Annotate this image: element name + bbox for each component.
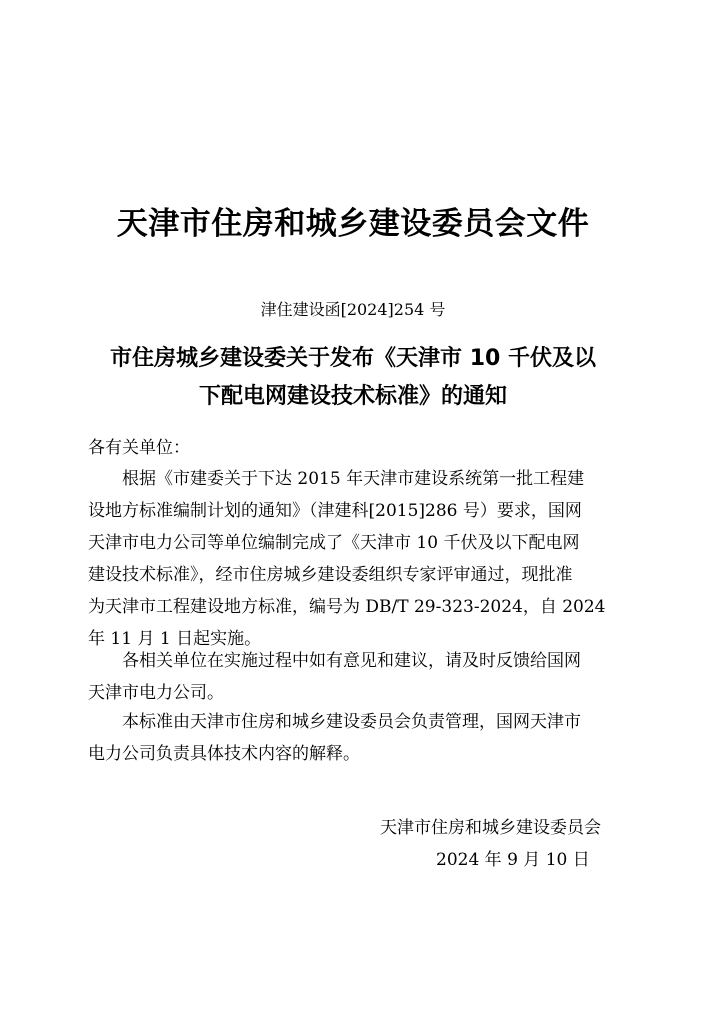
notice-title xyxy=(60,340,646,416)
body-paragraph xyxy=(88,463,622,655)
notice-title-line: 下配电网建设技术标准》的通知 xyxy=(198,384,507,409)
body-paragraph xyxy=(88,706,622,770)
document-number: 津住建设函[2024]254 号 xyxy=(260,300,446,319)
paragraph-line: 天津市电力公司等单位编制完成了《天津市 10 千伏及以下配电网 xyxy=(88,533,580,553)
notice-title-line: 市住房城乡建设委关于发布《天津市 10 千伏及以 xyxy=(110,346,596,371)
body-paragraph xyxy=(88,645,622,709)
paragraph-line: 根据《市建委关于下达 2015 年天津市建设系统第一批工程建 xyxy=(122,469,585,489)
salutation: 各有关单位： xyxy=(88,438,190,458)
paragraph-line: 建设技术标准》，经市住房城乡建设委组织专家评审通过，现批准 xyxy=(88,565,573,585)
paragraph-line: 为天津市工程建设地方标准，编号为 DB/T 29-323-2024，自 2024 xyxy=(88,597,606,617)
paragraph-line: 年 11 月 1 日起实施。 xyxy=(88,629,262,649)
signing-organization: 天津市住房和城乡建设委员会 xyxy=(380,818,601,838)
paragraph-line: 各相关单位在实施过程中如有意见和建议，请及时反馈给国网 xyxy=(122,651,581,671)
paragraph-line: 电力公司负责具体技术内容的解释。 xyxy=(88,744,360,764)
paragraph-line: 天津市电力公司。 xyxy=(88,683,224,703)
signing-date: 2024 年 9 月 10 日 xyxy=(436,850,590,870)
paragraph-line: 本标准由天津市住房和城乡建设委员会负责管理，国网天津市 xyxy=(122,712,581,732)
paragraph-line: 设地方标准编制计划的通知》（津建科[2015]286 号）要求，国网 xyxy=(88,501,582,521)
agency-title: 天津市住房和城乡建设委员会文件 xyxy=(116,206,590,242)
signature-block xyxy=(350,812,630,876)
